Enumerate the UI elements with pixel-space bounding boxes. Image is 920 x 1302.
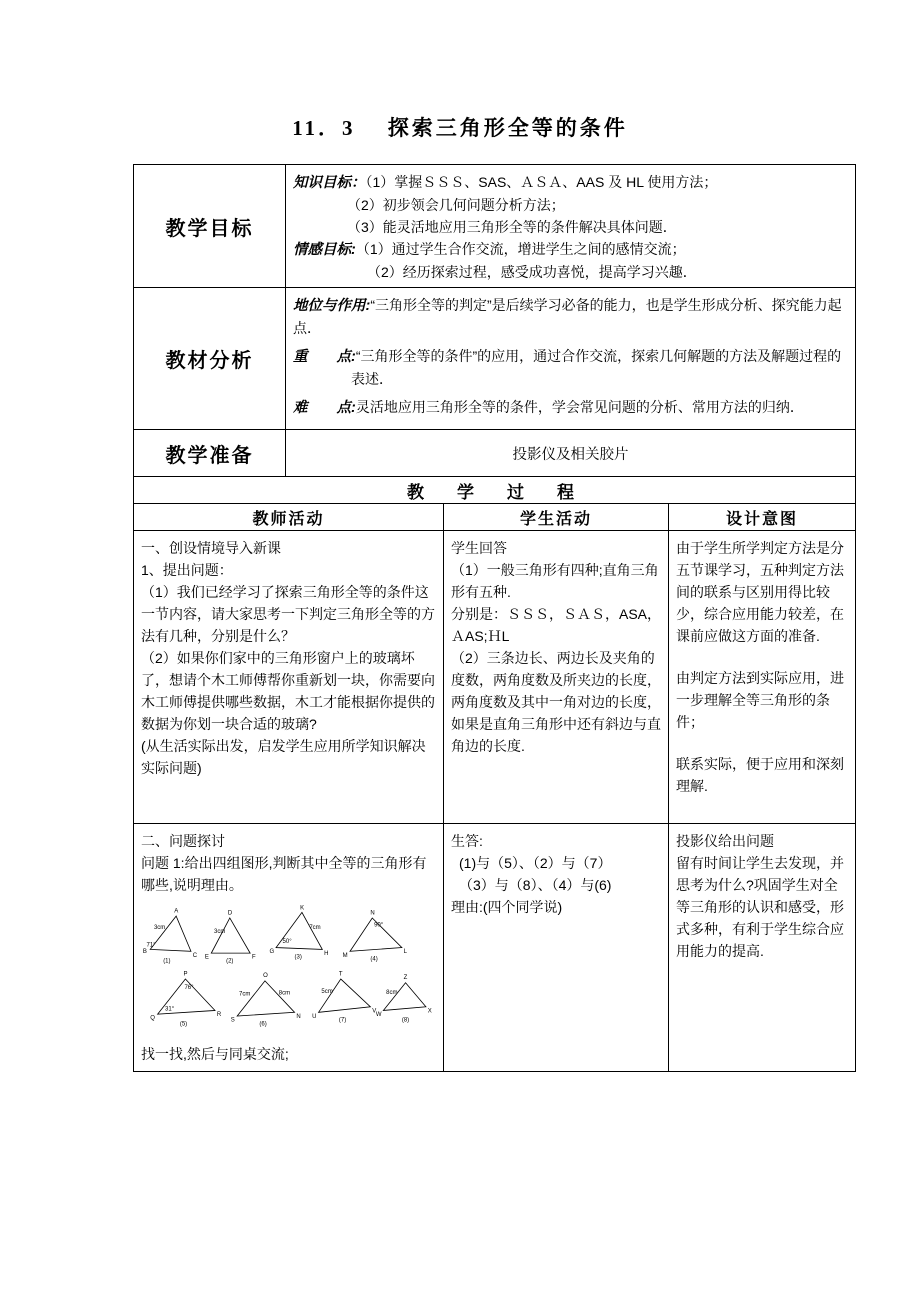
objectives-line-text: （2）初步领会几何问题分析方法； <box>347 197 565 213</box>
preparation-content: 投影仪及相关胶片 <box>512 446 629 463</box>
row-objectives <box>134 165 855 288</box>
svg-text:(6): (6) <box>259 1021 267 1028</box>
student-line: 理由:(四个同学说) <box>451 899 563 915</box>
svg-text:D: D <box>227 910 233 917</box>
analysis-line <box>293 345 848 390</box>
teacher-line: (从生活实际出发，启发学生应用所学知识解决实际问题) <box>141 738 426 776</box>
row-preparation <box>134 430 855 477</box>
teacher-line: 一、创设情境导入新课 <box>141 540 281 556</box>
svg-text:5cm: 5cm <box>321 988 333 995</box>
svg-text:Q: Q <box>150 1015 155 1022</box>
objectives-line-text: （1）掌握ＳＳＳ、SAS、ＡＳＡ、AAS 及 HL 使用方法； <box>365 174 718 190</box>
analysis-line-text: 灵活地应用三角形全等的条件，学会常见问题的分析、常用方法的归纳． <box>355 399 804 415</box>
svg-text:50°: 50° <box>282 938 292 945</box>
section1-design-cell <box>669 531 855 823</box>
triangles-figure-svg <box>141 900 437 1034</box>
objectives-line <box>293 238 848 261</box>
objectives-line <box>293 171 848 194</box>
svg-text:Z: Z <box>403 975 408 982</box>
svg-text:T: T <box>338 971 343 978</box>
row-analysis <box>134 288 855 430</box>
svg-text:H: H <box>324 950 329 957</box>
section1-student-cell <box>444 531 669 823</box>
svg-text:3cm: 3cm <box>153 925 166 932</box>
analysis-line <box>293 294 848 339</box>
design-line: 联系实际，便于应用和深刻理解. <box>676 756 844 794</box>
svg-text:(3): (3) <box>294 954 302 961</box>
design-line: 由于学生所学判定方法是分五节课学习，五种判定方法间的联系与区别用得比较少，综合应用能力较差，在课前应做这方面的准备. <box>676 540 844 644</box>
design-line: 留有时间让学生去发现，并思考为什么?巩固学生对全等三角形的认识和感受，形式多种，有利于学生综合应用能力的提高. <box>676 855 844 959</box>
page-title: 11．3 探索三角形全等的条件 <box>292 116 628 140</box>
section2-design-cell <box>669 824 855 1071</box>
objectives-line <box>293 216 848 238</box>
analysis-content <box>286 288 855 429</box>
svg-text:(5): (5) <box>179 1021 188 1028</box>
triangles-figure <box>141 900 436 1039</box>
lesson-plan-table <box>133 164 856 1072</box>
row-section2 <box>134 824 855 1071</box>
student-line: 生答: <box>451 833 483 849</box>
svg-text:V: V <box>372 1008 377 1015</box>
teacher-line: 1、提出问题： <box>141 562 233 578</box>
svg-text:(1): (1) <box>163 958 171 965</box>
section2-student-cell <box>444 824 669 1071</box>
column-header-design: 设计意图 <box>725 510 798 528</box>
svg-text:P: P <box>183 971 188 978</box>
row-column-headers <box>134 504 855 531</box>
student-line: 分别是：ＳＳＳ，ＳＡＳ，ASA，ＡAS;ＨL <box>451 606 662 644</box>
svg-text:W: W <box>375 1012 382 1019</box>
svg-text:90°: 90° <box>374 922 384 929</box>
svg-text:N: N <box>370 910 375 917</box>
svg-text:L: L <box>403 949 408 956</box>
svg-text:8cm: 8cm <box>278 990 291 997</box>
analysis-line-text: “三角形全等的条件”的应用，通过合作交流，探索几何解题的方法及解题过程的表述． <box>351 348 842 387</box>
svg-text:C: C <box>192 952 198 959</box>
objectives-line-text: （2）经历探索过程，感受成功喜悦，提高学习兴趣． <box>367 264 697 280</box>
svg-text:71°: 71° <box>146 942 156 949</box>
section1-teacher-cell <box>134 531 444 823</box>
teacher-line: 找一找,然后与同桌交流; <box>141 1046 289 1062</box>
difficult-point-label: 难 点: <box>293 400 356 416</box>
column-header-teacher: 教师活动 <box>134 504 444 530</box>
svg-text:E: E <box>204 954 209 961</box>
svg-text:(7): (7) <box>338 1017 347 1024</box>
teacher-line: 问题 1:给出四组图形,判断其中全等的三角形有哪些,说明理由。 <box>141 855 427 893</box>
svg-text:U: U <box>312 1013 317 1020</box>
svg-text:(8): (8) <box>401 1017 410 1024</box>
knowledge-goal-label: 知识目标： <box>293 175 366 191</box>
svg-text:3cm: 3cm <box>214 928 226 935</box>
design-line: 由判定方法到实际应用，进一步理解全等三角形的条件； <box>676 670 844 730</box>
student-line: （1）一般三角形有四种;直角三角形有五种. <box>451 562 659 600</box>
student-line: （3）与（8）、（4）与(6) <box>459 877 612 893</box>
svg-text:X: X <box>427 1008 432 1015</box>
svg-text:N: N <box>296 1013 301 1020</box>
svg-text:R: R <box>216 1012 222 1019</box>
svg-text:A: A <box>174 908 179 915</box>
student-line: (1)与（5）、（2）与（7） <box>459 855 612 871</box>
process-header: 教 学 过 程 <box>407 482 582 502</box>
emotion-goal-label: 情感目标: <box>293 242 356 258</box>
objectives-line <box>293 194 848 216</box>
student-line: （2）三条边长、两边长及夹角的度数，两角度数及所夹边的长度，两角度数及其中一角对边的长度，如果是直角三角形中还有斜边与直角边的长度. <box>451 650 661 754</box>
row-process-header <box>134 477 855 504</box>
svg-text:7cm: 7cm <box>309 925 321 932</box>
key-point-label: 重 点: <box>293 349 356 365</box>
svg-text:G: G <box>269 949 275 956</box>
row-section1 <box>134 531 855 824</box>
svg-text:(4): (4) <box>370 956 378 963</box>
section2-teacher-cell <box>134 824 444 1071</box>
svg-text:F: F <box>252 954 256 961</box>
objectives-row-label: 教学目标 <box>134 165 286 287</box>
objectives-content <box>286 165 855 287</box>
objectives-line-text: （1）通过学生合作交流，增进学生之间的感情交流； <box>355 241 686 257</box>
analysis-line <box>293 396 848 419</box>
svg-text:M: M <box>342 952 348 959</box>
teacher-line: 二、问题探讨 <box>141 833 225 849</box>
column-header-student: 学生活动 <box>444 504 669 530</box>
teacher-line: （1）我们已经学习了探索三角形全等的条件这一节内容，请大家思考一下判定三角形全等的方法有几种，分别是什么？ <box>141 584 435 644</box>
preparation-row-label: 教学准备 <box>134 430 286 476</box>
status-role-label: 地位与作用: <box>293 298 371 314</box>
student-line: 学生回答 <box>451 540 507 556</box>
svg-text:7cm: 7cm <box>239 991 251 998</box>
analysis-row-label: 教材分析 <box>134 288 286 429</box>
svg-text:8cm: 8cm <box>386 989 398 996</box>
teacher-line: （2）如果你们家中的三角形窗户上的玻璃坏了，想请个木工师傅帮你重新划一块，你需要向木工师傅提供哪些数据，木工才能根据你提供的数据为你划一块合适的玻璃? <box>141 650 435 732</box>
svg-text:O: O <box>263 973 268 980</box>
svg-text:76°: 76° <box>184 985 194 992</box>
svg-text:K: K <box>300 905 305 912</box>
svg-text:(2): (2) <box>226 958 234 965</box>
objectives-line <box>293 261 848 283</box>
analysis-line-text: “三角形全等的判定”是后续学习必备的能力，也是学生形成分析、探究能力起点． <box>293 297 842 336</box>
objectives-line-text: （3）能灵活地应用三角形全等的条件解决具体问题． <box>347 219 677 235</box>
design-line: 投影仪给出问题 <box>676 833 774 849</box>
svg-text:B: B <box>142 949 147 956</box>
svg-text:S: S <box>230 1017 235 1024</box>
svg-text:31°: 31° <box>165 1006 175 1013</box>
